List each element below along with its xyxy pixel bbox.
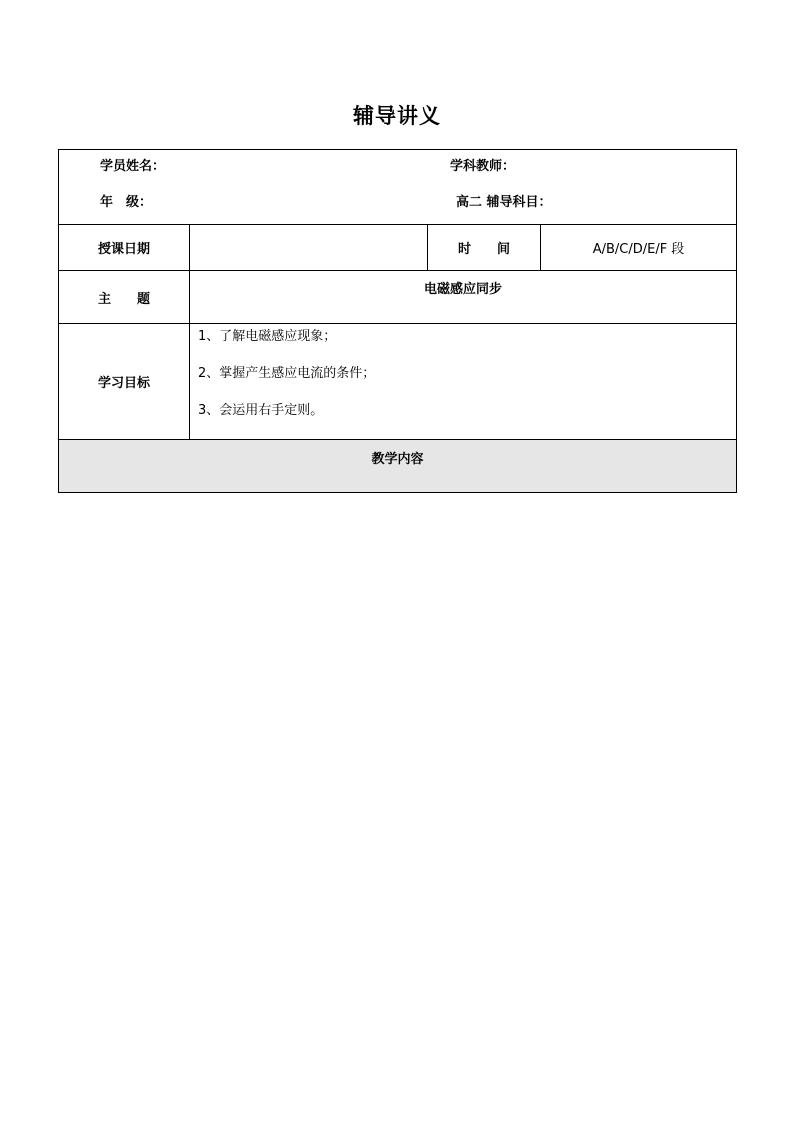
- topic-label: 主 题: [59, 271, 190, 324]
- topic-value: 电磁感应同步: [190, 271, 737, 324]
- lecture-info-table: [58, 149, 737, 493]
- goal-item: 3、会运用右手定则。: [198, 403, 324, 418]
- goals-row: [59, 324, 737, 440]
- goal-item: 1、了解电磁感应现象；: [198, 329, 337, 344]
- date-label: 授课日期: [59, 225, 190, 271]
- grade-label: 年 级：: [100, 195, 153, 210]
- teaching-content-header: 教学内容: [59, 440, 737, 493]
- date-value: [190, 225, 428, 271]
- time-label: 时 间: [428, 225, 541, 271]
- subject-label: 高二 辅导科目：: [456, 195, 552, 210]
- header-row: [59, 150, 737, 225]
- content-row: [59, 440, 737, 493]
- schedule-row: [59, 225, 737, 271]
- document-title: 辅导讲义: [353, 104, 441, 128]
- goals-label: 学习目标: [59, 324, 190, 440]
- header-cell: [59, 150, 737, 225]
- goal-item: 2、掌握产生感应电流的条件；: [198, 366, 376, 381]
- topic-row: [59, 271, 737, 324]
- time-value: A/B/C/D/E/F 段: [541, 225, 737, 271]
- student-name-label: 学员姓名：: [100, 159, 166, 174]
- goals-list: [190, 324, 737, 440]
- teacher-label: 学科教师：: [450, 159, 516, 174]
